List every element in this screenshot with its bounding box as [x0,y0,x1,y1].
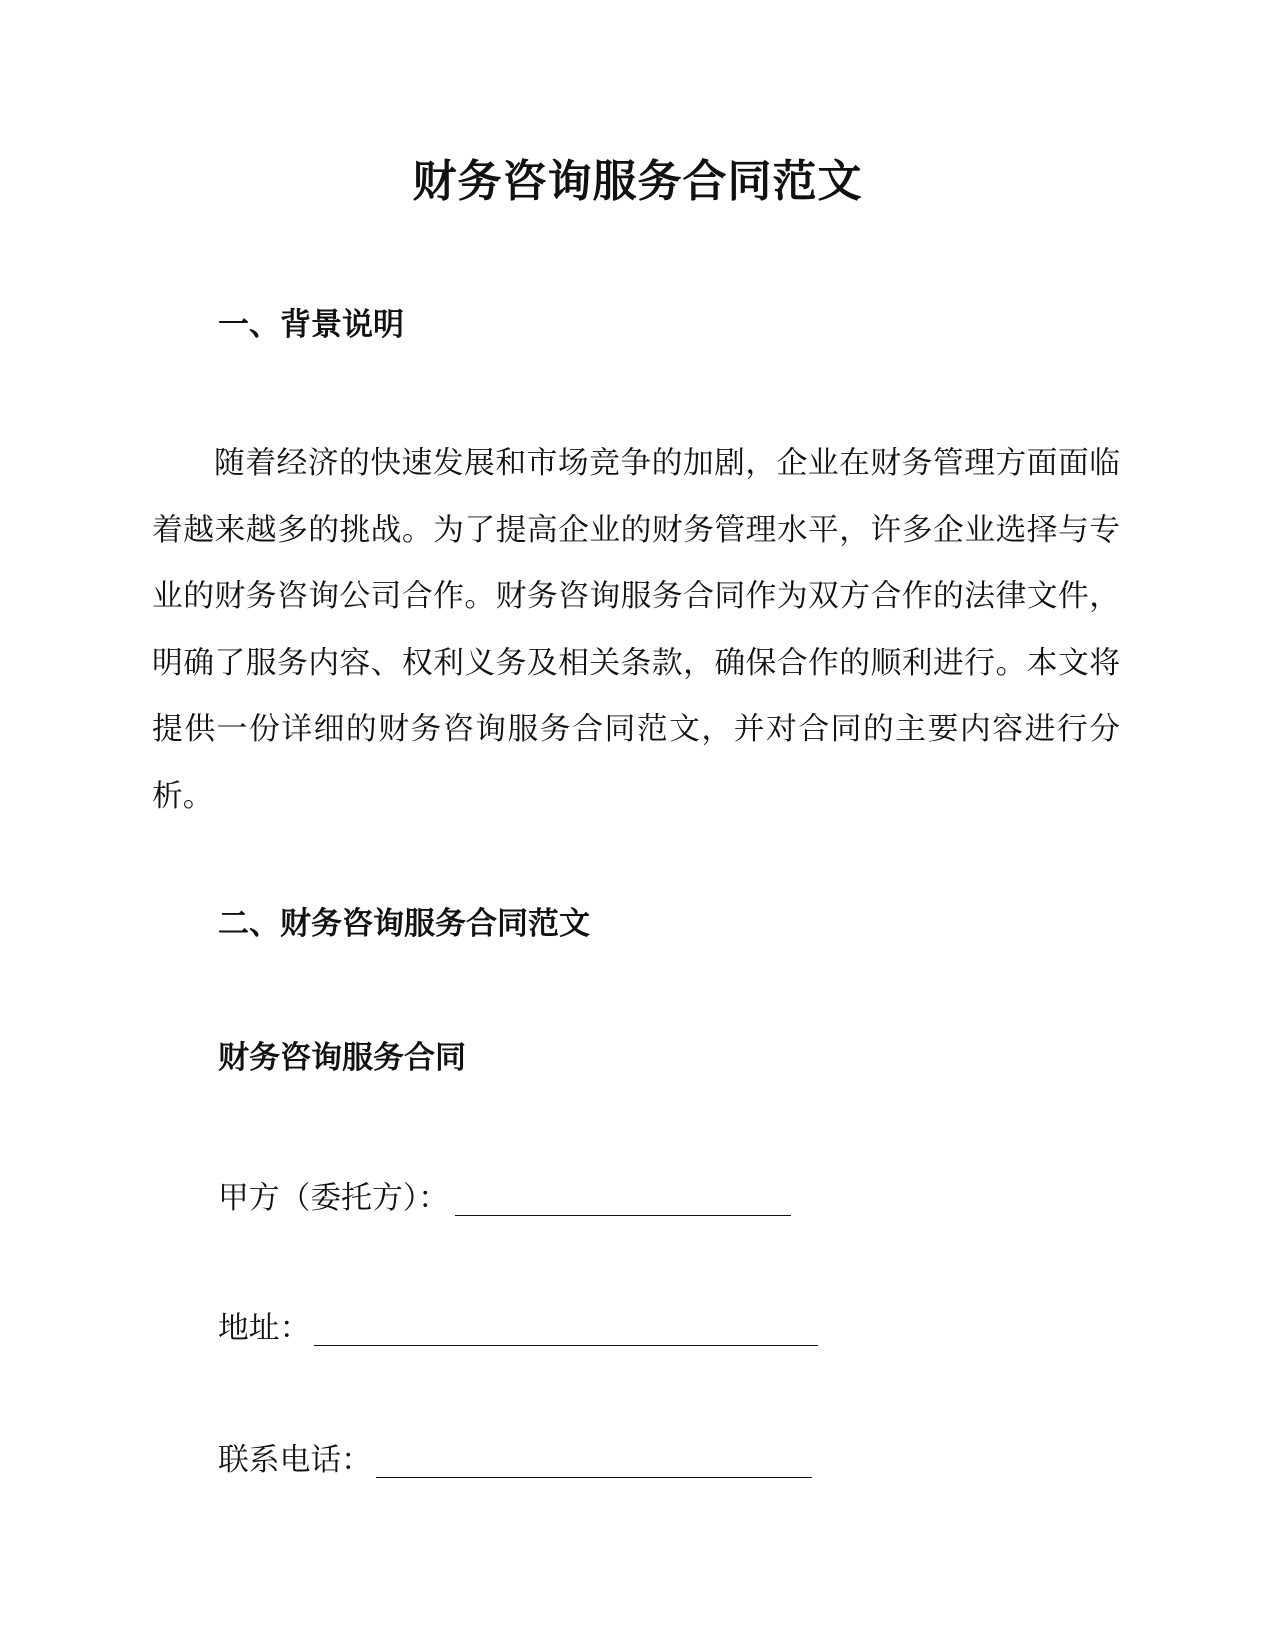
section-heading-contract-template: 二、财务咨询服务合同范文 [218,906,590,942]
phone-label: 联系电话： [218,1442,372,1478]
section-heading-background: 一、背景说明 [218,307,404,343]
address-field [218,1302,818,1350]
contract-title: 财务咨询服务合同 [218,1040,466,1076]
phone-field [218,1434,812,1482]
party-a-blank-line[interactable] [455,1179,791,1216]
background-paragraph: 随着经济的快速发展和市场竞争的加剧，企业在财务管理方面面临着越来越多的挑战。为了提高企业的财务管理水平，许多企业选择与专业的财务咨询公司合作。财务咨询服务合同作为双方合作的法律文件，明确了服务内容、权利义务及相关条款，确保合作的顺利进行。本文将提供一份详细的财务咨询服务合同范文，并对合同的主要内容进行分析。 [152,445,1120,814]
document-title: 财务咨询服务合同范文 [412,156,863,207]
party-a-field [218,1172,791,1220]
address-label: 地址： [218,1310,311,1346]
phone-blank-line[interactable] [376,1441,812,1478]
address-blank-line[interactable] [314,1309,818,1346]
party-a-label: 甲方（委托方）： [218,1180,449,1216]
